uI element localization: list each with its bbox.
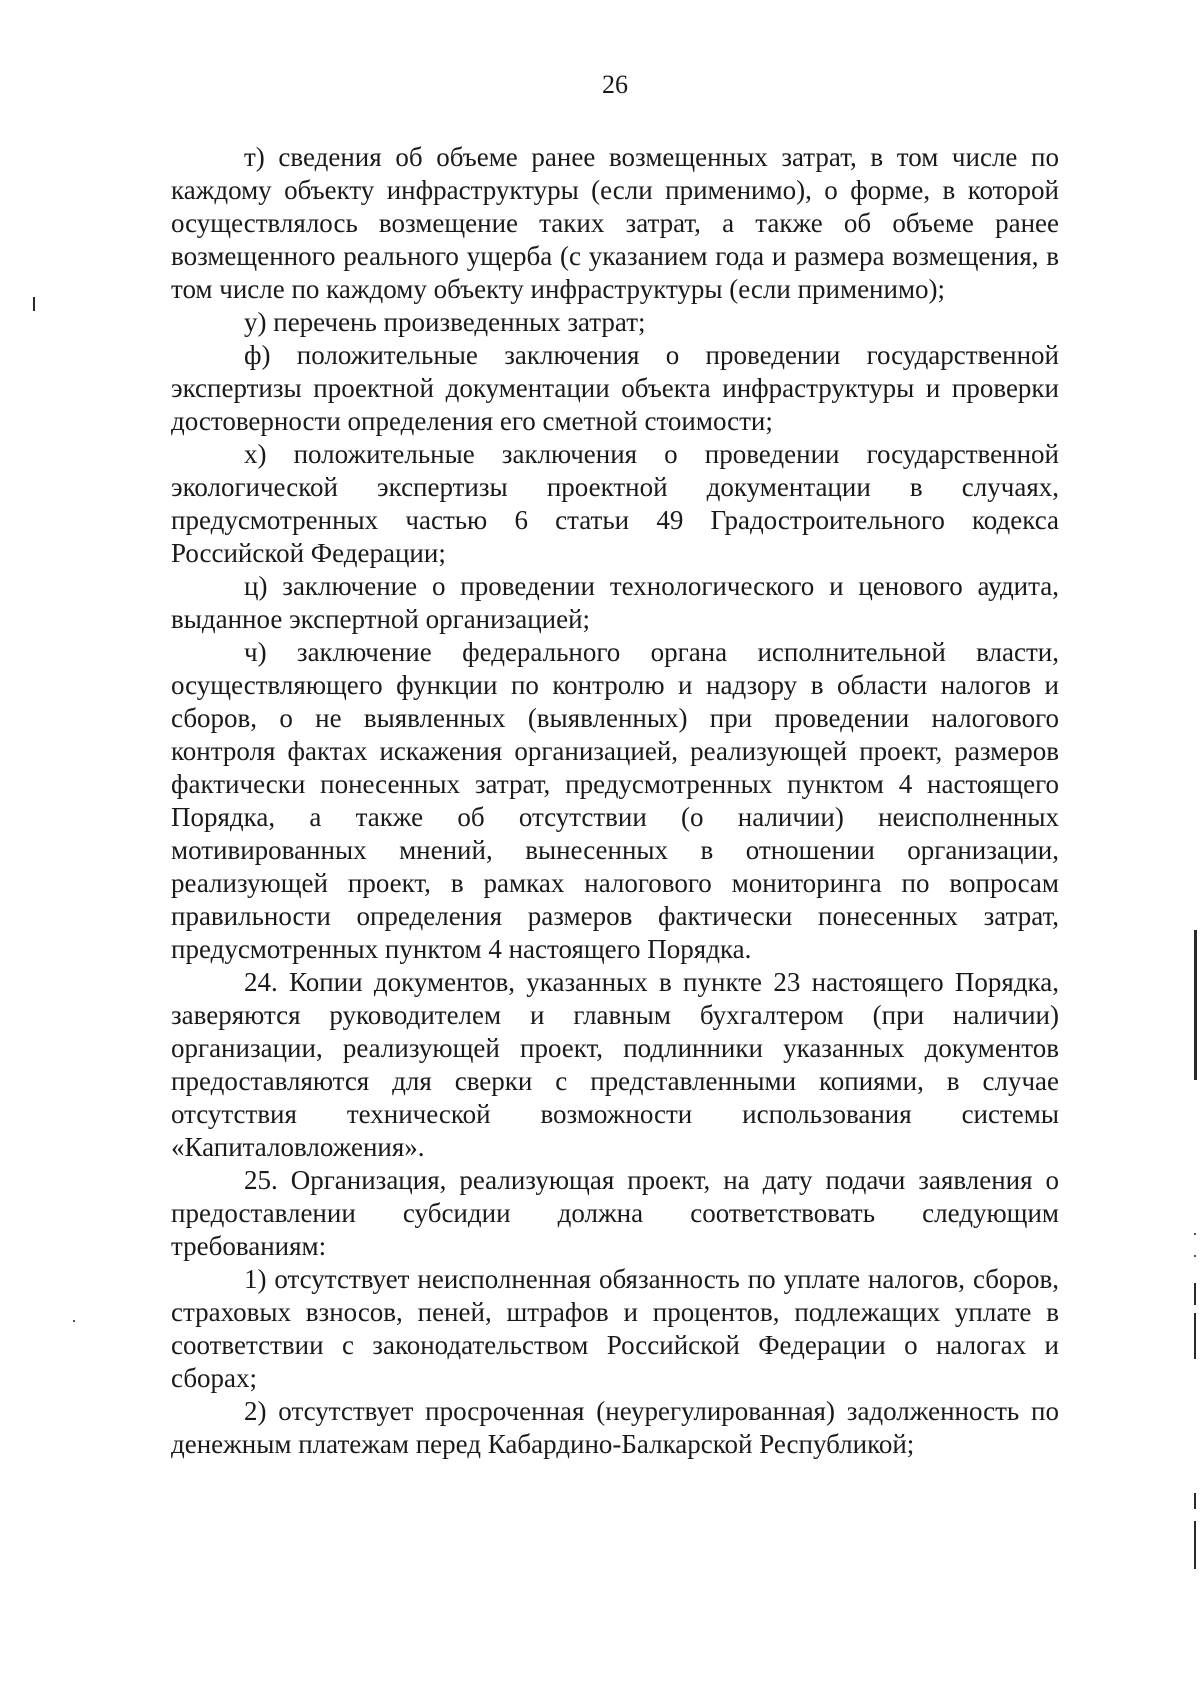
- paragraph-f: ф) положительные заключения о проведении государственной экспертизы проектной документации объекта инфраструктуры и проверки достоверности определения его сметной стоимости;: [171, 340, 1059, 436]
- paragraph-t: т) сведения об объеме ранее возмещенных затрат, в том числе по каждому объекту инфраструктуры (если применимо), о форме, в которой осуществлялось возмещение таких затрат, а также об объеме ранее возмещенного реального ущерба (с указанием года и размера возмещения, в том числе по каждому объекту инфраструктуры (если применимо);: [171, 142, 1059, 304]
- paragraph-ch: ч) заключение федерального органа исполнительной власти, осуществляющего функции по контролю и надзору в области налогов и сборов, о не выявленных (выявленных) при проведении налогового контроля фактах искажения организацией, реализующей проект, размеров фактически понесенных затрат, предусмотренных пунктом 4 настоящего Порядка, а также об отсутствии (о наличии) неисполненных мотивированных мнений, вынесенных в отношении организации, реализующей проект, в рамках налогового мониторинга по вопросам правильности определения размеров фактически понесенных затрат, предусмотренных пунктом 4 настоящего Порядка.: [171, 637, 1059, 964]
- scan-artifact-right-1: [1194, 930, 1197, 1080]
- scan-artifact-right-2: [1194, 1283, 1196, 1305]
- scan-artifact-dot-3: [73, 1320, 75, 1322]
- scan-artifact-left: [33, 297, 35, 311]
- scan-artifact-right-5: [1194, 1521, 1196, 1569]
- paragraph-25: 25. Организация, реализующая проект, на дату подачи заявления о предоставлении субсидии должна соответствовать следующим требованиям:: [171, 1165, 1059, 1261]
- paragraph-ts: ц) заключение о проведении технологического и ценового аудита, выданное экспертной организацией;: [171, 571, 1059, 634]
- paragraph-u: у) перечень произведенных затрат;: [244, 307, 646, 337]
- scan-artifact-dot-1: [1194, 1233, 1196, 1235]
- paragraph-25-2: 2) отсутствует просроченная (неурегулированная) задолженность по денежным платежам перед Кабардино-Балкарской Республикой;: [171, 1396, 1059, 1459]
- scan-artifact-right-4: [1194, 1493, 1196, 1509]
- paragraph-25-1: 1) отсутствует неисполненная обязанность по уплате налогов, сборов, страховых взносов, пеней, штрафов и процентов, подлежащих уплате в соответствии с законодательством Российской Федерации о налогах и сборах;: [171, 1264, 1059, 1393]
- paragraph-24: 24. Копии документов, указанных в пункте 23 настоящего Порядка, заверяются руководителем и главным бухгалтером (при наличии) организации, реализующей проект, подлинники указанных документов предоставляются для сверки с представленными копиями, в случае отсутствия технической возможности использования системы «Капиталовложения».: [171, 967, 1059, 1162]
- scan-artifact-dot-2: [1194, 1255, 1196, 1257]
- page-number: 26: [602, 70, 628, 99]
- document-body: [171, 141, 1059, 1461]
- paragraph-kh: х) положительные заключения о проведении государственной экологической экспертизы проектной документации в случаях, предусмотренных частью 6 статьи 49 Градостроительного кодекса Российской Федерации;: [171, 439, 1059, 568]
- scan-artifact-right-3: [1194, 1313, 1196, 1359]
